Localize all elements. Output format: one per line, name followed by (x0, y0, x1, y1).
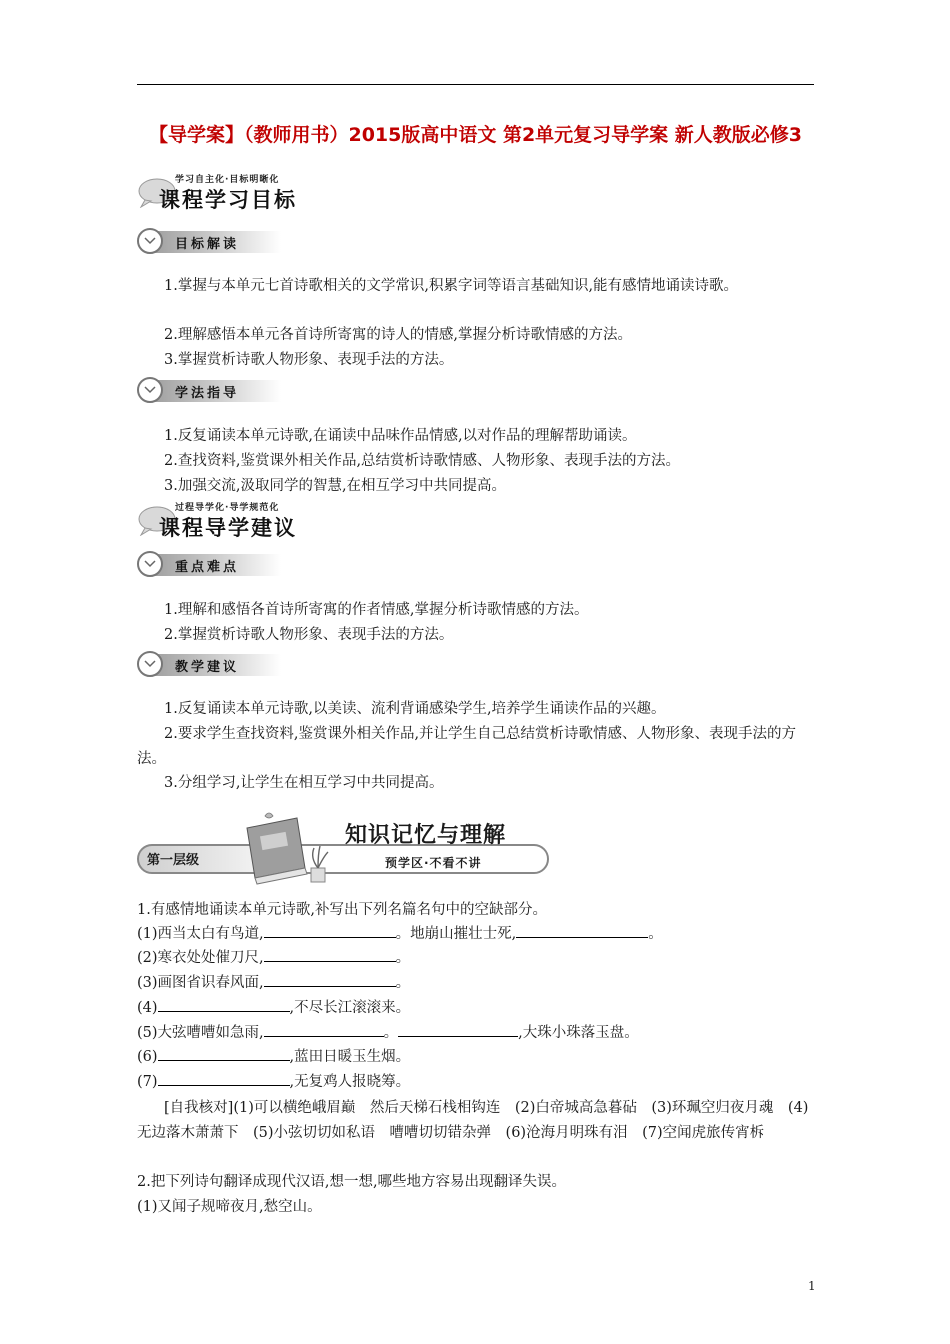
chevron-down-icon (137, 651, 163, 677)
chevron-down-icon (137, 551, 163, 577)
goal-item: 3.掌握赏析诗歌人物形象、表现手法的方法。 (164, 352, 454, 368)
banner-subtitle: 学习自主化·目标明晰化 (175, 175, 280, 185)
fill-line: (1)西当太白有鸟道, 。地崩山摧壮士死, 。 (137, 922, 817, 947)
goal-item: 2.理解感悟本单元各首诗所寄寓的诗人的情感,掌握分析诗歌情感的方法。 (164, 327, 632, 343)
answer-blank[interactable] (158, 1070, 290, 1086)
page-number: 1 (808, 1279, 816, 1293)
level-label: 第一层级 (147, 853, 200, 868)
tag-key-points (137, 551, 287, 579)
banner-title: 课程学习目标 (159, 188, 297, 212)
book-plant-icon (227, 810, 337, 886)
header-rule (137, 84, 814, 85)
answer-blank[interactable] (264, 922, 396, 938)
fill-line: (2)寒衣处处催刀尺, 。 (137, 946, 817, 971)
question-2-stem: 2.把下列诗句翻译成现代汉语,想一想,哪些地方容易出现翻译失误。 (137, 1174, 567, 1190)
fill-line: (4) ,不尽长江滚滚来。 (137, 996, 817, 1021)
tag-label: 教学建议 (175, 660, 240, 675)
tag-label: 学法指导 (175, 386, 240, 401)
section-banner-guide (137, 500, 437, 542)
question-1-stem: 1.有感情地诵读本单元诗歌,补写出下列名篇名句中的空缺部分。 (137, 902, 547, 918)
section-banner-goals (137, 172, 437, 214)
level-banner (137, 810, 557, 890)
answer-blank[interactable] (264, 1021, 384, 1037)
key-item: 2.掌握赏析诗歌人物形象、表现手法的方法。 (164, 627, 454, 643)
tag-label: 目标解读 (175, 237, 240, 252)
answer-blank[interactable] (264, 971, 396, 987)
chevron-down-icon (137, 377, 163, 403)
banner-subtitle: 过程导学化·导学规范化 (175, 503, 280, 513)
chevron-down-icon (137, 228, 163, 254)
fill-line: (3)画图省识春风面, 。 (137, 971, 817, 996)
tag-label: 重点难点 (175, 560, 240, 575)
fill-line: (7) ,无复鸡人报晓筹。 (137, 1070, 817, 1095)
question-2-line: (1)又闻子规啼夜月,愁空山。 (137, 1199, 322, 1215)
teach-item: 2.要求学生查找资料,鉴赏课外相关作品,并让学生自己总结赏析诗歌情感、人物形象、表现手法的方法。 (137, 726, 797, 767)
goal-item: 1.掌握与本单元七首诗歌相关的文学常识,积累字词等语言基础知识,能有感情地诵读诗歌。 (164, 278, 739, 294)
level-heading: 知识记忆与理解 (345, 823, 507, 848)
method-item: 3.加强交流,汲取同学的智慧,在相互学习中共同提高。 (164, 478, 507, 494)
answer-blank[interactable] (398, 1021, 518, 1037)
tag-goal-reading (137, 228, 287, 256)
tag-study-method (137, 377, 287, 405)
answer-blank[interactable] (158, 1045, 290, 1061)
self-check-answers: [自我核对](1)可以横绝峨眉巅 然后天梯石栈相钩连 (2)白帝城高急暮砧 (3)环珮空归夜月魂 (4)无边落木萧萧下 (5)小弦切切如私语 嘈嘈切切错杂弹 (6)沧海月明珠有泪 (7)空闻虎旅传宵柝 (137, 1100, 809, 1141)
level-subheading: 预学区·不看不讲 (385, 856, 482, 870)
teach-item: 1.反复诵读本单元诗歌,以美读、流利背诵感染学生,培养学生诵读作品的兴趣。 (164, 701, 666, 717)
teach-item: 3.分组学习,让学生在相互学习中共同提高。 (164, 775, 444, 791)
document-title: 【导学案】（教师用书）2015版高中语文 第2单元复习导学案 新人教版必修3 (148, 124, 803, 146)
answer-blank[interactable] (158, 996, 290, 1012)
method-item: 1.反复诵读本单元诗歌,在诵读中品味作品情感,以对作品的理解帮助诵读。 (164, 428, 637, 444)
banner-title: 课程导学建议 (159, 516, 297, 540)
answer-blank[interactable] (264, 946, 396, 962)
answer-blank[interactable] (516, 922, 648, 938)
fill-line: (6) ,蓝田日暖玉生烟。 (137, 1045, 817, 1070)
key-item: 1.理解和感悟各首诗所寄寓的作者情感,掌握分析诗歌情感的方法。 (164, 602, 589, 618)
fill-line: (5)大弦嘈嘈如急雨, 。 ,大珠小珠落玉盘。 (137, 1021, 817, 1046)
method-item: 2.查找资料,鉴赏课外相关作品,总结赏析诗歌情感、人物形象、表现手法的方法。 (164, 453, 681, 469)
tag-teaching-advice (137, 651, 287, 679)
